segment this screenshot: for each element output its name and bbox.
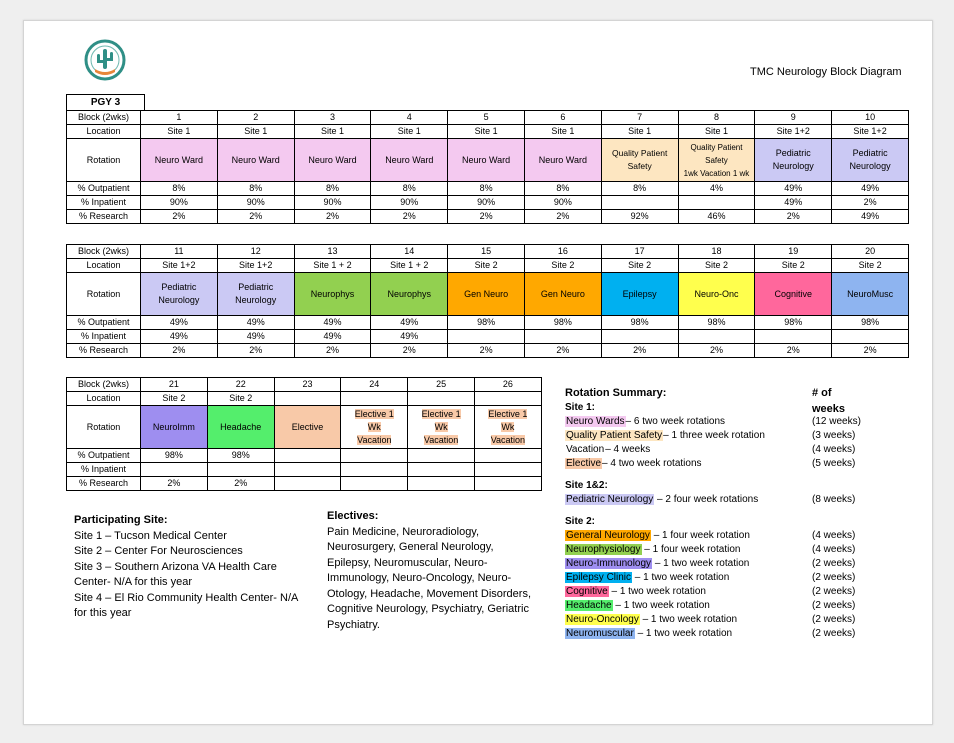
block-number: 21 [141, 378, 208, 392]
pct-cell: 2% [141, 210, 218, 224]
summary-rotation-name: Vacation [566, 444, 605, 455]
pct-cell: 2% [141, 344, 218, 358]
location-cell: Site 2 [207, 392, 274, 406]
summary-rotation-name: Neuro Wards [566, 416, 625, 427]
pct-cell: 8% [524, 182, 601, 196]
summary-rotation-desc: – 1 two week rotation [608, 586, 706, 597]
summary-rotation-desc: – 1 two week rotation [634, 628, 733, 639]
block-number: 4 [371, 111, 448, 125]
location-cell: Site 1 [371, 125, 448, 139]
rotation-cell: Elective [274, 406, 341, 449]
block-number: 24 [341, 378, 408, 392]
row-label: % Outpatient [67, 449, 141, 463]
summary-weeks: (8 weeks) [812, 494, 856, 505]
pct-cell [601, 330, 678, 344]
inpatient-row [67, 330, 909, 344]
pct-cell: 2% [524, 344, 601, 358]
electives-list [327, 509, 537, 633]
site12-label: Site 1&2: [565, 480, 608, 491]
pct-cell [448, 330, 525, 344]
summary-row [565, 627, 865, 641]
summary-row [565, 613, 865, 627]
pct-cell: 49% [141, 330, 218, 344]
row-label: % Inpatient [67, 196, 141, 210]
summary-rotation-name: Elective [566, 458, 602, 469]
pct-cell: 2% [678, 344, 755, 358]
location-row [67, 392, 542, 406]
site-line: Site 4 – El Rio Community Health Center- N/A [74, 591, 299, 604]
location-cell: Site 1 [294, 125, 371, 139]
row-label: Block (2wks) [67, 111, 141, 125]
pct-cell: 90% [371, 196, 448, 210]
summary-weeks: (2 weeks) [812, 586, 856, 597]
pct-cell: 2% [207, 477, 274, 491]
pct-cell: 49% [755, 196, 832, 210]
summary-rotation-name: Neurophysiology [566, 544, 641, 555]
pct-cell: 8% [601, 182, 678, 196]
summary-rotation-desc: – 1 two week rotation [652, 558, 750, 569]
pct-cell: 2% [524, 210, 601, 224]
rotation-cell: Pediatric Neurology [141, 273, 218, 316]
pct-cell: 4% [678, 182, 755, 196]
rotation-subtitle: 1wk Vacation 1 wk [683, 168, 750, 178]
block-number: 7 [601, 111, 678, 125]
location-cell: Site 1+2 [755, 125, 832, 139]
block-number: 26 [474, 378, 541, 392]
outpatient-row [67, 449, 542, 463]
row-label: Rotation [67, 406, 141, 449]
block-number: 3 [294, 111, 371, 125]
summary-weeks: (3 weeks) [812, 430, 856, 441]
summary-rotation-desc: – 2 four week rotations [654, 494, 759, 505]
block-number: 25 [408, 378, 475, 392]
block-number: 14 [371, 245, 448, 259]
summary-rotation-desc: – 6 two week rotations [625, 416, 726, 427]
pct-cell: 98% [678, 316, 755, 330]
location-cell: Site 1 [448, 125, 525, 139]
location-cell: Site 2 [448, 259, 525, 273]
summary-weeks: (2 weeks) [812, 628, 856, 639]
pct-cell [274, 449, 341, 463]
rotation-cell-qps-vacation [678, 139, 755, 182]
location-cell: Site 1 + 2 [294, 259, 371, 273]
pct-cell: 2% [371, 344, 448, 358]
electives-title: Electives: [327, 510, 379, 522]
site-line: Center- N/A for this year [74, 576, 192, 588]
summary-rotation-desc: – 4 two week rotations [602, 458, 702, 469]
rotation-cell: Neuro Ward [294, 139, 371, 182]
summary-rotation-name: Quality Patient Safety [566, 430, 663, 441]
summary-rotation-desc: – 4 weeks [605, 444, 651, 455]
pct-cell: 90% [448, 196, 525, 210]
document-title: TMC Neurology Block Diagram [750, 66, 902, 78]
block-table-2 [66, 244, 909, 358]
block-number: 10 [832, 111, 909, 125]
location-cell: Site 1 [678, 125, 755, 139]
pct-cell: 2% [755, 344, 832, 358]
rotation-cell: NeuroMusc [832, 273, 909, 316]
inpatient-row [67, 196, 909, 210]
location-cell: Site 1+2 [217, 259, 294, 273]
location-cell [274, 392, 341, 406]
summary-rotation-name: Headache [566, 600, 612, 611]
electives-line: Immunology, Neuro-Oncology, Neuro- [327, 572, 512, 584]
row-label: % Research [67, 477, 141, 491]
pct-cell: 49% [294, 330, 371, 344]
pct-cell [341, 477, 408, 491]
rotation-cell: Neurophys [371, 273, 448, 316]
participating-title: Participating Site: [74, 514, 168, 526]
research-row [67, 344, 909, 358]
summary-weeks: (4 weeks) [812, 444, 856, 455]
summary-row [565, 493, 865, 507]
pct-cell [341, 463, 408, 477]
block-number: 12 [217, 245, 294, 259]
rotation-cell [408, 406, 475, 449]
summary-weeks: (4 weeks) [812, 530, 856, 541]
summary-weeks: (4 weeks) [812, 544, 856, 555]
pct-cell [274, 463, 341, 477]
elective-vacation-label: Elective 1 Wk Vacation [354, 408, 394, 445]
pct-cell: 90% [294, 196, 371, 210]
rotation-cell: Quality Patient Safety [601, 139, 678, 182]
rotation-row [67, 139, 909, 182]
summary-weeks: (2 weeks) [812, 614, 856, 625]
summary-row [565, 529, 865, 543]
row-label: % Research [67, 344, 141, 358]
location-cell [408, 392, 475, 406]
block-number: 23 [274, 378, 341, 392]
document-page [23, 20, 933, 725]
pct-cell [678, 196, 755, 210]
location-cell: Site 1 + 2 [371, 259, 448, 273]
summary-rotation-desc: – 1 four week rotation [641, 544, 741, 555]
block-number: 2 [217, 111, 294, 125]
summary-rotation-name: Pediatric Neurology [566, 494, 654, 505]
site-line: Site 1 – Tucson Medical Center [74, 529, 227, 542]
summary-weeks: (2 weeks) [812, 600, 856, 611]
site2-label: Site 2: [565, 516, 596, 527]
pct-cell [678, 330, 755, 344]
pct-cell: 98% [141, 449, 208, 463]
rotation-title: Quality Patient Safety [690, 142, 743, 165]
summary-row [565, 415, 865, 429]
pct-cell: 2% [141, 477, 208, 491]
summary-rotation-desc: – 1 four week rotation [650, 530, 750, 541]
row-label: % Inpatient [67, 463, 141, 477]
location-cell: Site 2 [832, 259, 909, 273]
pct-cell: 98% [601, 316, 678, 330]
summary-rotation-name: Cognitive [566, 586, 608, 597]
row-label: Block (2wks) [67, 245, 141, 259]
electives-line: Psychiatry. [327, 618, 380, 631]
row-label: % Research [67, 210, 141, 224]
pct-cell: 8% [294, 182, 371, 196]
block-number: 8 [678, 111, 755, 125]
site-line: for this year [74, 607, 132, 619]
research-row [67, 477, 542, 491]
pct-cell [274, 477, 341, 491]
row-label: Rotation [67, 273, 141, 316]
rotation-cell: Gen Neuro [524, 273, 601, 316]
row-label: Location [67, 125, 141, 139]
rotation-cell: Epilepsy [601, 273, 678, 316]
block-row [67, 245, 909, 259]
pct-cell: 98% [755, 316, 832, 330]
block-number: 15 [448, 245, 525, 259]
pct-cell: 98% [524, 316, 601, 330]
pct-cell: 8% [217, 182, 294, 196]
summary-row [565, 457, 865, 471]
pct-cell: 2% [294, 210, 371, 224]
location-cell: Site 2 [524, 259, 601, 273]
pct-cell: 8% [448, 182, 525, 196]
pct-cell [341, 449, 408, 463]
inpatient-row [67, 463, 542, 477]
pct-cell: 2% [217, 210, 294, 224]
location-cell: Site 1 [524, 125, 601, 139]
site-line: Site 2 – Center For Neurosciences [74, 545, 243, 557]
pct-cell: 49% [294, 316, 371, 330]
summary-row [565, 443, 865, 457]
rotation-cell: Neuro Ward [448, 139, 525, 182]
block-number: 11 [141, 245, 218, 259]
rotation-row [67, 273, 909, 316]
pct-cell: 2% [601, 344, 678, 358]
rotation-cell: Pediatric Neurology [832, 139, 909, 182]
block-number: 20 [832, 245, 909, 259]
pct-cell: 49% [141, 316, 218, 330]
location-cell: Site 1 [141, 125, 218, 139]
block-row [67, 378, 542, 392]
pct-cell: 98% [207, 449, 274, 463]
block-number: 16 [524, 245, 601, 259]
electives-line: Cognitive Neurology, Psychiatry, Geriatric [327, 603, 529, 615]
pct-cell: 49% [755, 182, 832, 196]
rotation-cell: Neuro-Onc [678, 273, 755, 316]
rotation-cell: Neuro Ward [217, 139, 294, 182]
row-label: % Outpatient [67, 182, 141, 196]
rotation-cell: Cognitive [755, 273, 832, 316]
outpatient-row [67, 316, 909, 330]
pct-cell: 8% [141, 182, 218, 196]
rotation-summary [565, 385, 865, 641]
pct-cell: 2% [832, 344, 909, 358]
block-number: 1 [141, 111, 218, 125]
research-row [67, 210, 909, 224]
pct-cell: 49% [832, 210, 909, 224]
location-cell: Site 1+2 [832, 125, 909, 139]
rotation-row [67, 406, 542, 449]
pct-cell: 2% [448, 344, 525, 358]
pct-cell [474, 449, 541, 463]
elective-vacation-label: Elective 1 Wk Vacation [421, 408, 461, 445]
summary-row [565, 599, 865, 613]
rotation-cell: Headache [207, 406, 274, 449]
pct-cell: 2% [755, 210, 832, 224]
summary-rotation-name: General Neurology [566, 530, 650, 541]
summary-rotation-name: Neuro-Immunology [566, 558, 652, 569]
rotation-cell: Pediatric Neurology [217, 273, 294, 316]
location-cell: Site 1 [601, 125, 678, 139]
block-number: 22 [207, 378, 274, 392]
participating-sites [74, 513, 324, 622]
pct-cell: 2% [448, 210, 525, 224]
pct-cell [755, 330, 832, 344]
summary-rotation-name: Neuro-Oncology [566, 614, 639, 625]
outpatient-row [67, 182, 909, 196]
summary-row [565, 429, 865, 443]
location-cell: Site 2 [755, 259, 832, 273]
block-table-3 [66, 377, 542, 491]
pct-cell: 8% [371, 182, 448, 196]
block-number: 6 [524, 111, 601, 125]
summary-rotation-name: Neuromuscular [566, 628, 634, 639]
pct-cell [601, 196, 678, 210]
row-label: Block (2wks) [67, 378, 141, 392]
pct-cell [474, 477, 541, 491]
block-number: 9 [755, 111, 832, 125]
location-cell: Site 2 [141, 392, 208, 406]
summary-row [565, 557, 865, 571]
pct-cell: 49% [832, 182, 909, 196]
row-label: % Inpatient [67, 330, 141, 344]
row-label: Location [67, 392, 141, 406]
electives-line: Epilepsy, Neuromuscular, Neuro- [327, 556, 488, 569]
block-number: 19 [755, 245, 832, 259]
summary-rotation-desc: – 1 three week rotation [663, 430, 765, 441]
pct-cell [474, 463, 541, 477]
pct-cell: 46% [678, 210, 755, 224]
rotation-cell: Neuro Ward [141, 139, 218, 182]
pct-cell: 2% [832, 196, 909, 210]
pct-cell: 2% [217, 344, 294, 358]
block-number: 18 [678, 245, 755, 259]
block-row [67, 111, 909, 125]
summary-row [565, 543, 865, 557]
location-cell: Site 2 [601, 259, 678, 273]
pct-cell: 92% [601, 210, 678, 224]
pct-cell: 90% [217, 196, 294, 210]
rotation-cell: NeuroImm [141, 406, 208, 449]
pct-cell [524, 330, 601, 344]
pct-cell [408, 477, 475, 491]
row-label: Location [67, 259, 141, 273]
location-cell [474, 392, 541, 406]
block-table-1 [66, 110, 909, 224]
rotation-cell: Gen Neuro [448, 273, 525, 316]
block-number: 5 [448, 111, 525, 125]
pct-cell: 49% [371, 330, 448, 344]
elective-vacation-label: Elective 1 Wk Vacation [488, 408, 528, 445]
summary-rotation-desc: – 1 two week rotation [632, 572, 730, 583]
pct-cell: 90% [141, 196, 218, 210]
pgy-label: PGY 3 [66, 94, 145, 110]
pct-cell [832, 330, 909, 344]
location-cell [341, 392, 408, 406]
electives-line: Otology, Headache, Movement Disorders, [327, 587, 531, 600]
location-cell: Site 1+2 [141, 259, 218, 273]
location-cell: Site 2 [678, 259, 755, 273]
row-label: % Outpatient [67, 316, 141, 330]
rotation-cell: Neurophys [294, 273, 371, 316]
pct-cell: 98% [448, 316, 525, 330]
site1-label: Site 1: [565, 402, 596, 413]
pct-cell: 90% [524, 196, 601, 210]
rotation-cell: Neuro Ward [524, 139, 601, 182]
rotation-cell [474, 406, 541, 449]
location-row [67, 259, 909, 273]
summary-weeks: (2 weeks) [812, 572, 856, 583]
summary-weeks: (12 weeks) [812, 416, 861, 427]
pct-cell [408, 463, 475, 477]
rotation-cell: Pediatric Neurology [755, 139, 832, 182]
pct-cell: 2% [294, 344, 371, 358]
pct-cell: 49% [371, 316, 448, 330]
summary-weeks: (2 weeks) [812, 558, 856, 569]
rotation-cell [341, 406, 408, 449]
block-number: 13 [294, 245, 371, 259]
location-cell: Site 1 [217, 125, 294, 139]
pct-cell [408, 449, 475, 463]
pct-cell [207, 463, 274, 477]
site-line: Site 3 – Southern Arizona VA Health Care [74, 560, 277, 573]
row-label: Rotation [67, 139, 141, 182]
pct-cell: 49% [217, 330, 294, 344]
summary-rotation-name: Epilepsy Clinic [566, 572, 632, 583]
weeks-header: # of weeks [812, 387, 846, 415]
summary-title: Rotation Summary: [565, 387, 667, 399]
pct-cell: 2% [371, 210, 448, 224]
pct-cell [141, 463, 208, 477]
pct-cell: 49% [217, 316, 294, 330]
summary-row [565, 571, 865, 585]
summary-weeks: (5 weeks) [812, 458, 856, 469]
summary-row [565, 585, 865, 599]
block-number: 17 [601, 245, 678, 259]
logo-cactus-icon [84, 39, 126, 81]
summary-rotation-desc: – 1 two week rotation [639, 614, 738, 625]
electives-line: Neurosurgery, General Neurology, [327, 541, 494, 553]
pct-cell: 98% [832, 316, 909, 330]
location-row [67, 125, 909, 139]
summary-rotation-desc: – 1 two week rotation [612, 600, 710, 611]
rotation-cell: Neuro Ward [371, 139, 448, 182]
electives-line: Pain Medicine, Neuroradiology, [327, 525, 480, 538]
